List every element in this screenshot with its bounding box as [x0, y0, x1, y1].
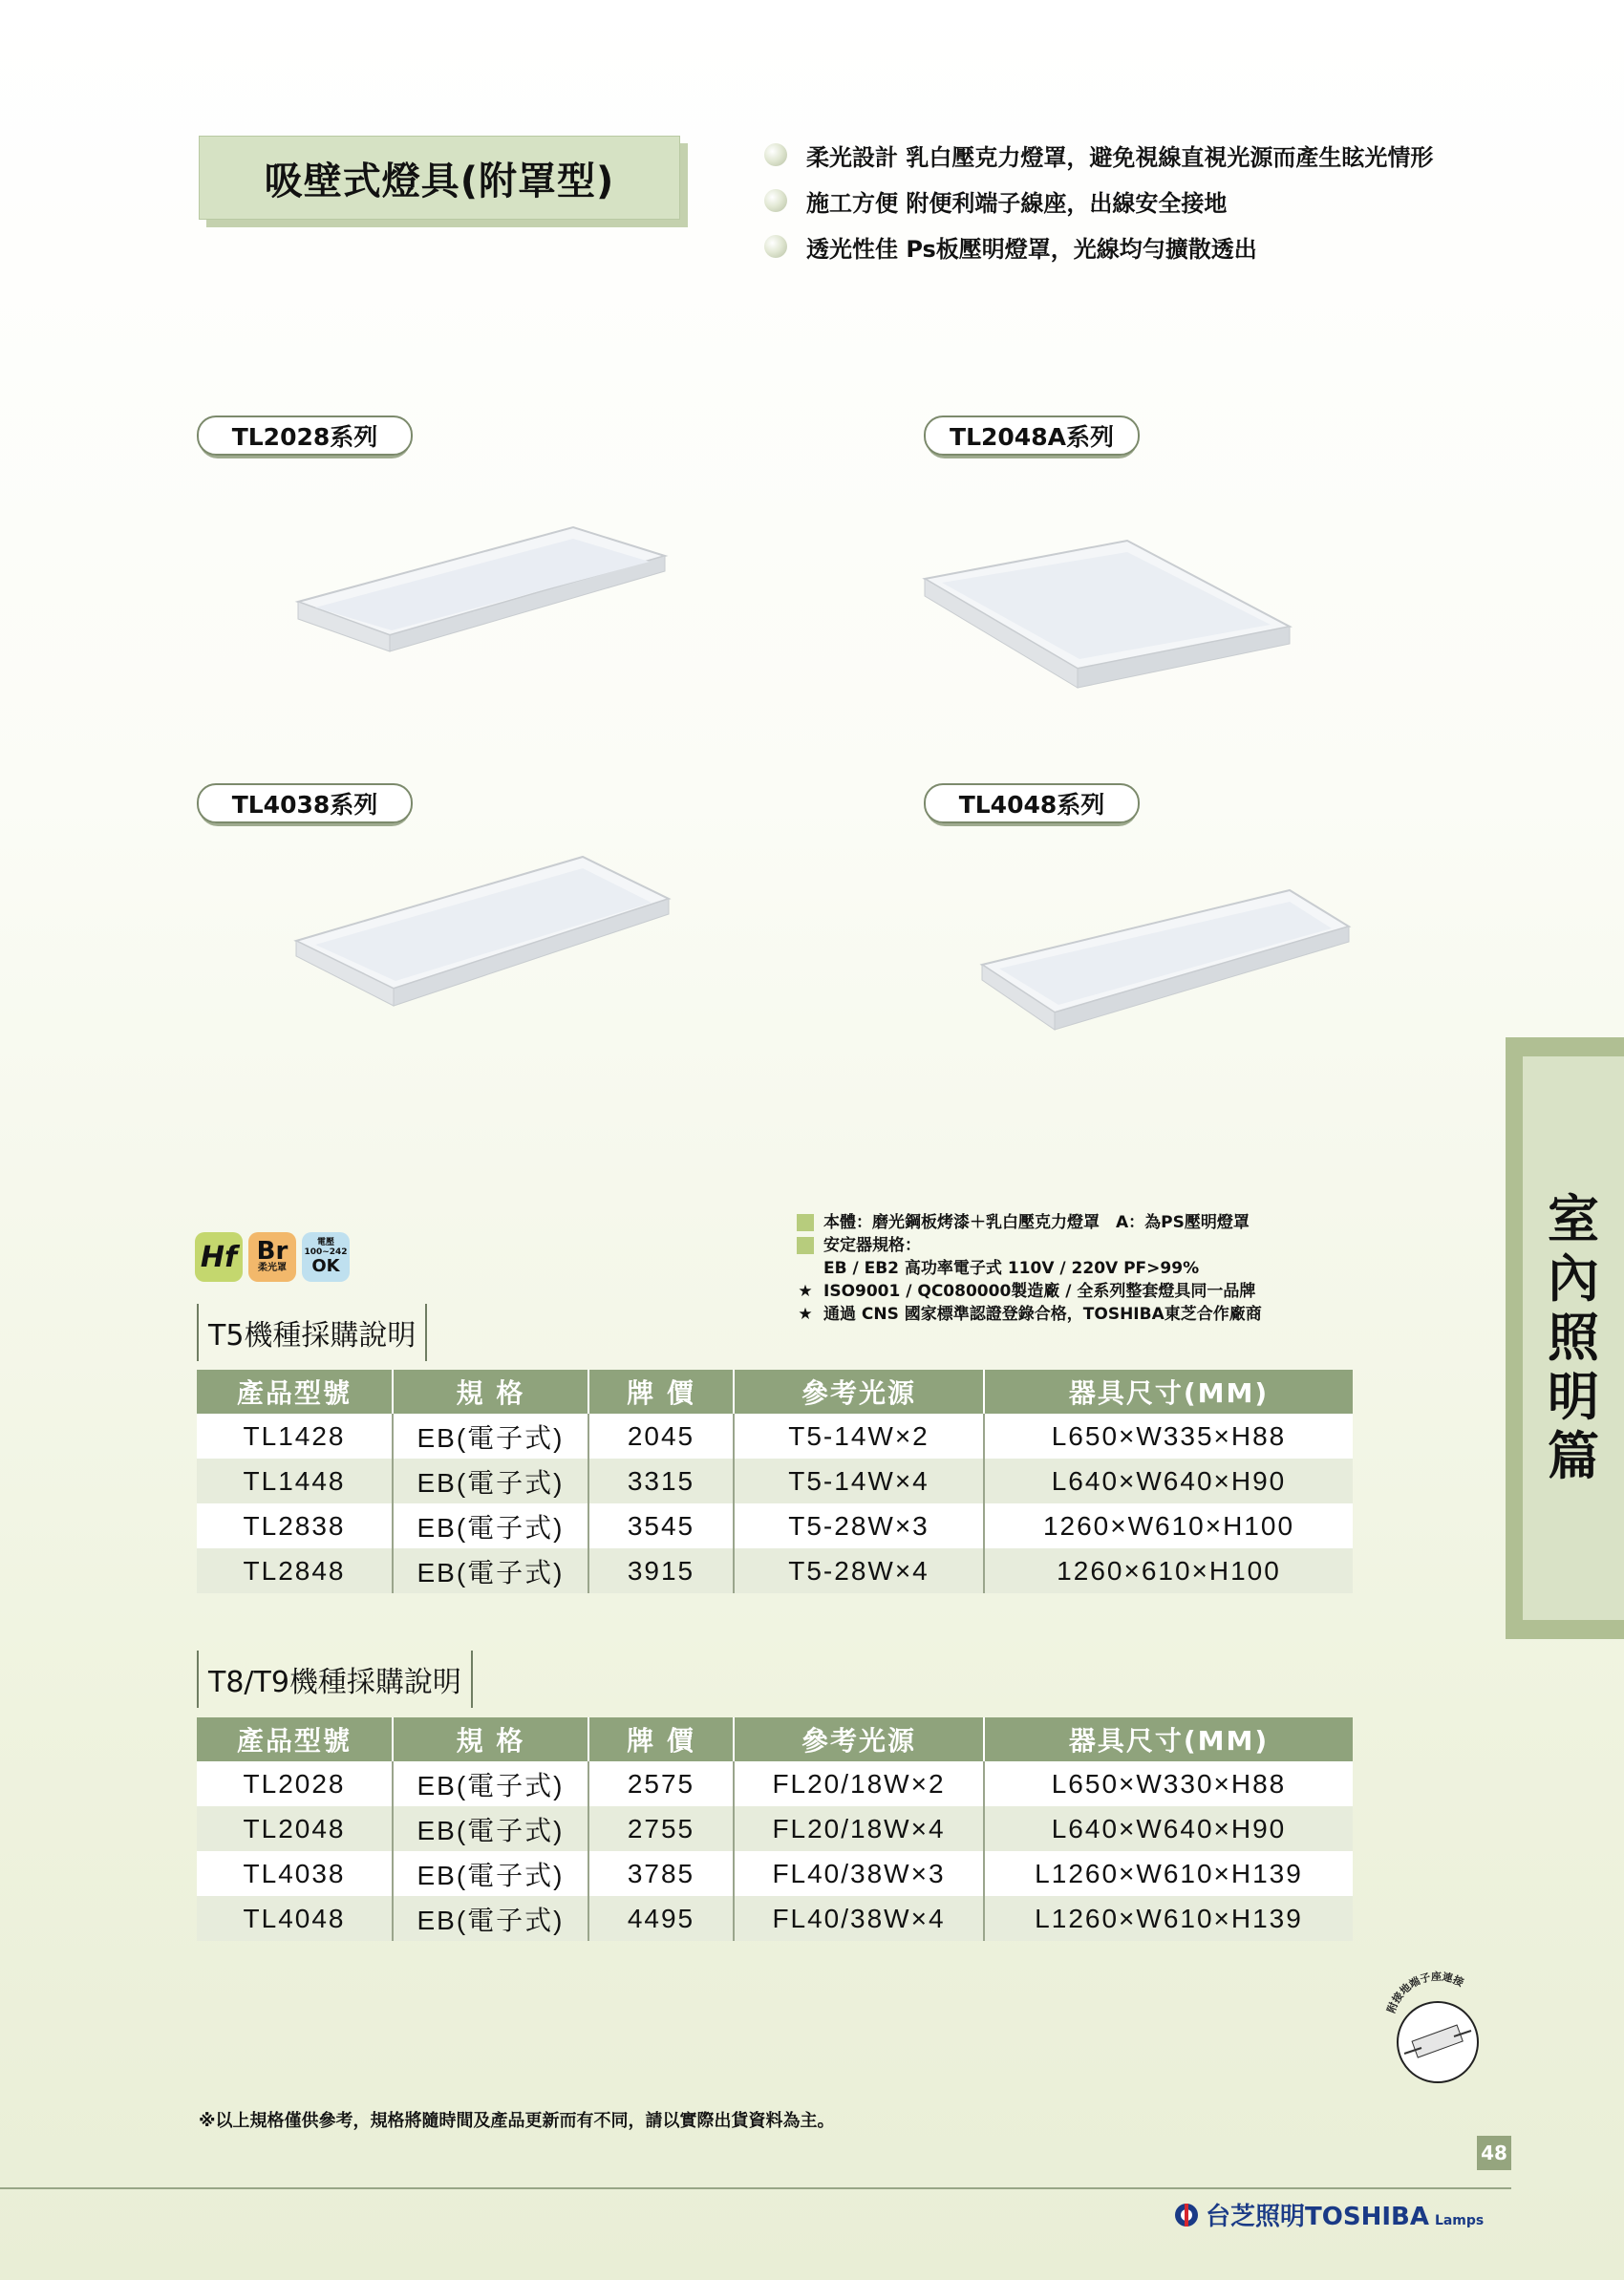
note-text: 安定器規格：	[823, 1236, 921, 1255]
feature-text: 施工方便 附便利端子線座，出線安全接地	[806, 189, 1228, 217]
table-row	[197, 1503, 1353, 1548]
table-row	[197, 1806, 1353, 1851]
cell-dimensions: L650×W335×H88	[984, 1414, 1353, 1459]
voltage-badge	[302, 1232, 350, 1282]
brand-suffix: Lamps	[1434, 2213, 1485, 2228]
cell-price: 2575	[588, 1761, 734, 1806]
feature-item	[764, 132, 1586, 178]
cell-lamp: FL20/18W×4	[734, 1806, 984, 1851]
t5-section-heading: T5機種採購說明	[197, 1304, 427, 1361]
tab-char: 照	[1548, 1308, 1599, 1368]
cell-lamp: T5-14W×2	[734, 1414, 984, 1459]
cell-lamp: T5-14W×4	[734, 1459, 984, 1503]
table-header-row	[197, 1717, 1353, 1761]
cell-spec: EB(電子式)	[393, 1414, 588, 1459]
note-iso	[797, 1280, 1370, 1303]
brand-logo	[1173, 2197, 1484, 2232]
cell-price: 2755	[588, 1806, 734, 1851]
col-lamp: 參考光源	[734, 1370, 984, 1414]
cell-price: 2045	[588, 1414, 734, 1459]
cell-model: TL4048	[197, 1896, 393, 1941]
cell-model: TL4038	[197, 1851, 393, 1896]
cell-price: 3785	[588, 1851, 734, 1896]
cell-lamp: T5-28W×4	[734, 1548, 984, 1593]
series-label-tl2028: TL2028系列	[197, 416, 413, 456]
br-badge	[248, 1232, 296, 1282]
cell-lamp: T5-28W×3	[734, 1503, 984, 1548]
cell-spec: EB(電子式)	[393, 1761, 588, 1806]
table-header-row	[197, 1370, 1353, 1414]
cell-spec: EB(電子式)	[393, 1503, 588, 1548]
table-row	[197, 1459, 1353, 1503]
col-price: 牌 價	[588, 1370, 734, 1414]
feature-text: 透光性佳 Ps板壓明燈罩，光線均勻擴散透出	[806, 235, 1257, 263]
cell-dimensions: 1260×610×H100	[984, 1548, 1353, 1593]
cell-dimensions: L640×W640×H90	[984, 1459, 1353, 1503]
cell-spec: EB(電子式)	[393, 1459, 588, 1503]
fixture-image-tl2028	[287, 516, 688, 716]
voltage-range: 100~242	[304, 1247, 348, 1257]
cell-lamp: FL40/38W×3	[734, 1851, 984, 1896]
cell-dimensions: L650×W330×H88	[984, 1761, 1353, 1806]
cell-spec: EB(電子式)	[393, 1896, 588, 1941]
bullet-icon	[764, 189, 787, 212]
col-price: 牌 價	[588, 1717, 734, 1761]
star-icon: ★	[798, 1305, 813, 1324]
cell-spec: EB(電子式)	[393, 1851, 588, 1896]
cell-model: TL2848	[197, 1548, 393, 1593]
tab-char: 篇	[1548, 1426, 1599, 1486]
col-model: 產品型號	[197, 1717, 393, 1761]
feature-item	[764, 178, 1586, 224]
col-spec: 規 格	[393, 1370, 588, 1414]
br-label: Br	[256, 1237, 288, 1266]
note-ballast-detail: EB / EB2 高功率電子式 110V / 220V PF>99%	[823, 1259, 1200, 1278]
voltage-label: 電壓	[316, 1238, 334, 1247]
note-text: ISO9001 / QC080000製造廠 / 全系列整套燈具同一品牌	[823, 1282, 1256, 1301]
col-lamp: 參考光源	[734, 1717, 984, 1761]
table-row	[197, 1548, 1353, 1593]
cell-spec: EB(電子式)	[393, 1548, 588, 1593]
hf-label: Hf	[200, 1240, 238, 1274]
cell-dimensions: 1260×W610×H100	[984, 1503, 1353, 1548]
tab-char: 室	[1548, 1189, 1599, 1249]
series-label-tl4038: TL4038系列	[197, 783, 413, 823]
footer-divider	[0, 2187, 1511, 2189]
page-number: 48	[1477, 2136, 1511, 2170]
feature-item	[764, 224, 1586, 269]
table-row	[197, 1851, 1353, 1896]
fixture-image-tl2048a	[917, 523, 1299, 714]
note-ballast	[797, 1234, 1370, 1257]
cell-price: 3315	[588, 1459, 734, 1503]
cell-price: 4495	[588, 1896, 734, 1941]
square-bullet-icon	[797, 1237, 814, 1254]
chapter-tab-label	[1523, 1056, 1624, 1620]
terminal-caption: 附接地端子座連接	[1384, 1970, 1466, 2015]
col-dimensions: 器具尺寸(MM)	[984, 1717, 1353, 1761]
note-cns	[797, 1303, 1370, 1326]
cell-model: TL1448	[197, 1459, 393, 1503]
cell-dimensions: L640×W640×H90	[984, 1806, 1353, 1851]
cell-model: TL2838	[197, 1503, 393, 1548]
star-icon: ★	[798, 1282, 813, 1301]
feature-list	[764, 132, 1586, 269]
spec-notes	[797, 1211, 1370, 1326]
note-text: 本體：磨光鋼板烤漆＋乳白壓克力燈罩 A：為PS壓明燈罩	[823, 1213, 1250, 1232]
br-sub-label: 柔光罩	[258, 1263, 287, 1273]
series-label-tl2048a: TL2048A系列	[924, 416, 1140, 456]
page-title: 吸壁式燈具(附罩型)	[199, 136, 680, 220]
t8-section-heading: T8/T9機種採購說明	[197, 1651, 473, 1708]
feature-badges	[195, 1232, 350, 1282]
hf-badge	[195, 1232, 243, 1282]
feature-text: 柔光設計 乳白壓克力燈罩，避免視線直視光源而產生眩光情形	[806, 143, 1434, 171]
cell-lamp: FL20/18W×2	[734, 1761, 984, 1806]
series-label-tl4048: TL4048系列	[924, 783, 1140, 823]
cell-price: 3915	[588, 1548, 734, 1593]
disclaimer-text: ※以上規格僅供參考，規格將隨時間及產品更新而有不同，請以實際出貨資料為主。	[199, 2111, 835, 2131]
cell-model: TL1428	[197, 1414, 393, 1459]
t5-spec-table	[197, 1370, 1353, 1593]
col-spec: 規 格	[393, 1717, 588, 1761]
fixture-image-tl4048	[974, 879, 1357, 1060]
table-row	[197, 1896, 1353, 1941]
note-body	[797, 1211, 1370, 1234]
t8-spec-table	[197, 1717, 1353, 1941]
brand-mark-icon	[1173, 2202, 1200, 2228]
cell-lamp: FL40/38W×4	[734, 1896, 984, 1941]
brand-name: 台芝照明TOSHIBA	[1206, 2203, 1429, 2231]
cell-spec: EB(電子式)	[393, 1806, 588, 1851]
note-text: 通過 CNS 國家標準認證登錄合格，TOSHIBA東芝合作廠商	[823, 1305, 1262, 1324]
bullet-icon	[764, 143, 787, 166]
cell-price: 3545	[588, 1503, 734, 1548]
table-row	[197, 1761, 1353, 1806]
table-row	[197, 1414, 1353, 1459]
fixture-image-tl4038	[287, 845, 688, 1046]
col-dimensions: 器具尺寸(MM)	[984, 1370, 1353, 1414]
chapter-side-tab	[1506, 1037, 1624, 1639]
tab-char: 明	[1548, 1367, 1599, 1427]
bullet-icon	[764, 235, 787, 258]
square-bullet-icon	[797, 1214, 814, 1231]
terminal-block-icon	[1376, 1968, 1500, 2092]
voltage-ok: OK	[311, 1256, 340, 1276]
col-model: 產品型號	[197, 1370, 393, 1414]
tab-char: 內	[1548, 1248, 1599, 1309]
cell-model: TL2028	[197, 1761, 393, 1806]
cell-dimensions: L1260×W610×H139	[984, 1896, 1353, 1941]
cell-model: TL2048	[197, 1806, 393, 1851]
cell-dimensions: L1260×W610×H139	[984, 1851, 1353, 1896]
